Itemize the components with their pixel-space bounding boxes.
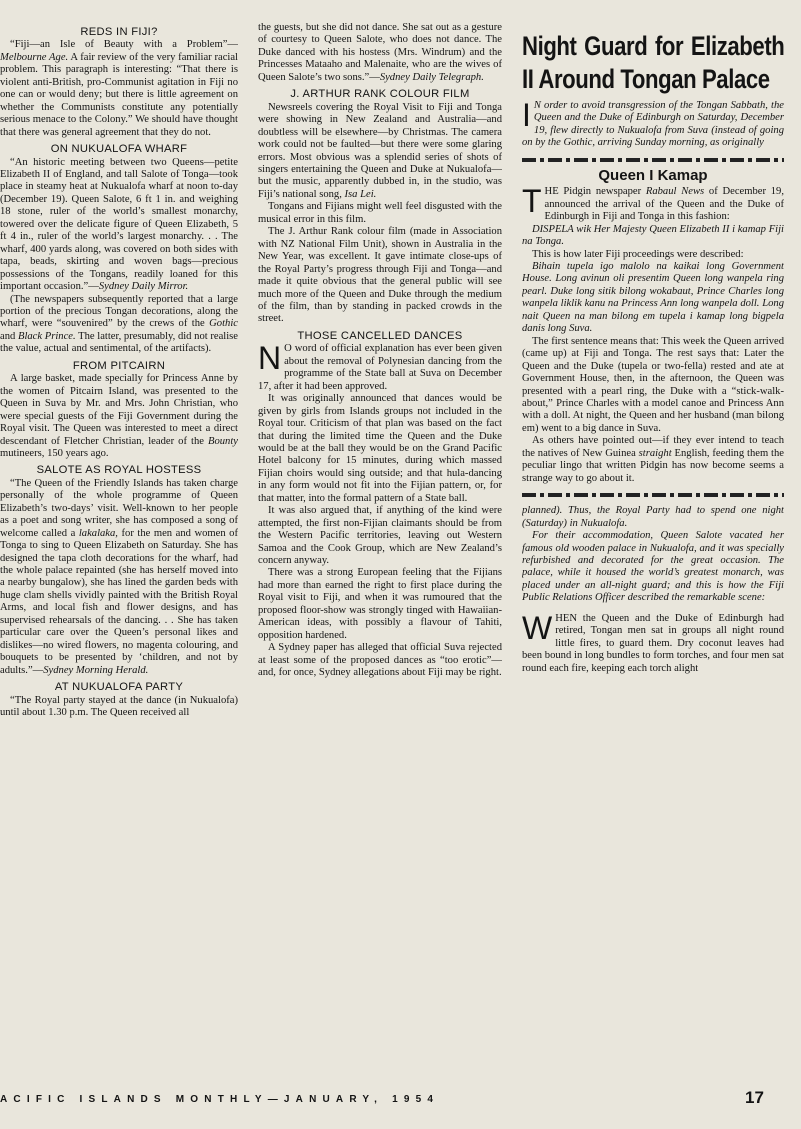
heading-cancelled-dances: THOSE CANCELLED DANCES: [297, 329, 463, 342]
article-intro: I N order to avoid transgression of the Tongan Sabbath, the Queen and the Duke of Edinburgh on Saturday, December 19, flew directly to Nukualofa from Suva (instead of going on by the Gothic, arriving Sunday morning, as originally: [522, 97, 784, 149]
paragraph: It was originally announced that dances would be given by girls from Islands groups not included in the Royal tour. Criticism of that plan was based on the fact that during the limited time the Queen and the Duke would be at the ball they would be on the Grand Pacific Hotel balcony for 15 minutes, during which massed Fijian choirs would sing outside; and that hula-dancing in any form would not fit into the Fijian pattern, or, for that matter, into the formal pattern of a State ball.: [258, 393, 502, 504]
page-footer: ACIFIC ISLANDS MONTHLY—JANUARY, 1954: [0, 1094, 440, 1105]
paragraph: It was also argued that, if anything of the kind were attempted, the first non-Fijian claimants should be from the Western Pacific territories, leaving out Western Samoa and the Cook Group, which are New Zealand’s concern anyway.: [258, 505, 502, 567]
page-number: 17: [745, 1088, 764, 1107]
pidgin-quote: DISPELA wik Her Majesty Queen Elizabeth II i kamap Fiji na Tonga.: [522, 223, 784, 248]
heading-nukualofa-wharf: ON NUKUALOFA WHARF: [50, 143, 188, 156]
paragraph: WHEN the Queen and the Duke of Edinburgh had retired, Tongan men sat in groups all night round little fires, to guard them. Dry coconut leaves had been bound in long bundles to form torches, and four men sat round each fire, keeping each torch alight: [522, 609, 784, 674]
paragraph: As others have pointed out—if they ever intend to teach the natives of New Guinea straight English, feeding them the peculiar lingo that written Pidgin has now become seems a strange way to go about it.: [522, 435, 784, 484]
paragraph: A Sydney paper has alleged that official Suva rejected at least some of the proposed dances as “too erotic”—and, for once, Sydney allegations about Fiji may be right.: [258, 642, 502, 679]
drop-cap: I: [522, 97, 531, 133]
paragraph: Newsreels covering the Royal Visit to Fiji and Tonga were showing in New Zealand and Australia—and doubtless will be elsewhere—by Christmas. The camera work could not be faulted—but there were some glaring errors. Most obvious was a splendid series of shots of singers entertaining the Queen and Duke at Nukualofa—but the music, apparently dubbed in, in the studio, was Fiji’s national song, Isa Lei.: [258, 101, 502, 200]
paragraph: “The Royal party stayed at the dance (in Nukualofa) until about 1.30 p.m. The Queen received all: [0, 694, 238, 719]
paragraph: (The newspapers subsequently reported that a large portion of the precious Tongan decorations, along the wharf, were “souvenired” by the crews of the Gothic and Black Prince. The latter, presumably, did not realise the value, actual and sentimental, of the artifacts).: [0, 293, 238, 355]
paragraph: For their accommodation, Queen Salote vacated her famous old wooden palace in Nukualofa, and it was specially refurbished and decorated for the great occasion. The palace, while it housed the world’s greatest monarch, was placed under an all-night guard; and this is how the Fiji Public Relations Officer described the remarkable scene:: [522, 530, 784, 604]
paragraph: Tongans and Fijians might well feel disgusted with the musical error in this film.: [258, 201, 502, 225]
paragraph: A large basket, made specially for Princess Anne by the women of Pitcairn Island, was presented to the Queen in Suva by Mr. and Mrs. John Christian, who were special guests of the Fiji Government during the Royal visit. The Queen was interested to meet a direct descendant of Fletcher Christian, leader of the Bounty mutineers, 150 years ago.: [0, 373, 238, 459]
paragraph: the guests, but she did not dance. She sat out as a gesture of courtesy to Queen Salote, who does not dance. The Duke danced with his hostess (Mrs. Windrum) and the Princesses Mataaho and Malenaite, who are the wives of Queen Salote’s two sons.”—Sydney Daily Telegraph.: [258, 22, 502, 83]
drop-cap: T: [522, 183, 542, 220]
column-left: [0, 22, 238, 719]
paragraph: “Fiji—an Isle of Beauty with a Problem”—Melbourne Age. A fair review of the very familiar racial problem. This paragraph is interesting: “That there is violent anti-British, pro-Communist agitation in Fiji no one can or would deny; but there is little agreement on whether the Communists constitute any potentially serious menace to the Colony.” We should have thought that there was general agreement that they do not.: [0, 39, 238, 138]
paragraph: The J. Arthur Rank colour film (made in Association with NZ National Film Unit), shown in Australia in the New Year, was excellent. It gave intimate close-ups of the Royal Party’s progress through Fiji and Tonga—and made it quite obvious that the general public will see much more of the Queen and Duke through the medium of the film, than by standing in packed crowds in the street.: [258, 226, 502, 325]
paragraph: There was a strong European feeling that the Fijians had more than earned the right to first place during the Royal visit to Fiji, and when it was rumoured that the proposed floor-show was strongly tinged with Hawaiian-American ideas, with possibly a flavour of Tahiti, opposition hardened.: [258, 567, 502, 641]
paragraph: THE Pidgin newspaper Rabaul News of December 19, announced the arrival of the Queen and the Duke of Edinburgh in Fiji and Tonga in this fashion:: [522, 183, 784, 223]
article-title: Night Guard for Elizabeth II Around Tongan Palace: [522, 31, 784, 94]
heading-nukualofa-party: AT NUKUALOFA PARTY: [54, 681, 184, 694]
heading-from-pitcairn: FROM PITCAIRN: [72, 359, 166, 372]
heading-rank-film: J. ARTHUR RANK COLOUR FILM: [290, 88, 470, 101]
paragraph: The first sentence means that: This week the Queen arrived (came up) at Fiji and Tonga. The rest says that: Later the Queen and the Duke (tupela or two-fella) rested and ate at Government House, then, in the afternoon, the Queen was presented with a pearl ring, the Duke with a “stick-walk-about,” Prince Charles with a model canoe and Princess Ann with a doll. At night, the Queen and her husband (man bilong em) went to a big dance in Suva.: [522, 335, 784, 434]
drop-cap: N: [258, 340, 282, 377]
paragraph: planned). Thus, the Royal Party had to spend one night (Saturday) in Nukualofa.: [522, 505, 784, 529]
decorative-divider: [522, 158, 784, 162]
subheading-queen-i-kamap: Queen I Kamap: [598, 166, 708, 184]
paragraph: “The Queen of the Friendly Islands has taken charge personally of the whole programme of Queen Elizabeth’s two-days’ visit. Well-known to her people as a poet and song writer, she has composed a song of welcome called a lakalaka, for the men and women of Tonga to sing to Queen Elizabeth on Saturday. She has designed the tapa cloth decorations for the wharf, had the whole palace repainted (she has herself moved into a nearby bungalow), she has lined the garden beds with huge clam shells vividly painted with the British Royal Arms, and local fish and flower designs, and has supervised rehearsals of the dancing. . . She has taken particular care over the Queen’s personal likes and dislikes—no wired flowers, no magenta colouring, and bouquets to be presented by ‘children, and not by adults.”—Sydney Morning Herald.: [0, 477, 238, 676]
decorative-divider: [522, 493, 784, 497]
column-right: [522, 30, 784, 675]
pidgin-quote: Bihain tupela igo malolo na kaikai long Government House. Long avinun oli presentim Queen long wanpela ring pearl. Duke long sitik bilong wokabaut, Prince Charles long wanpela liklik kanu na Princess Ann long wanpela doll. Long nait Queen na man bilong em tupela i kamap long bigpela danis long Suva.: [522, 260, 784, 335]
paragraph: This is how later Fiji proceedings were described:: [532, 248, 744, 260]
paragraph: “An historic meeting between two Queens—petite Elizabeth II of England, and tall Salote of Tonga—took place in steamy heat at Nukualofa wharf at noon to-day (December 19). Queen Salote, 6 ft 1 in. and weighing 18 stone, ruler of the world’s smallest monarchy, towered over the delicate figure of Queen Elizabeth, 5 ft 4 in., ruler of the world’s largest monarchy. . . The wharf, 400 yards along, was covered on both sides with tapa, beads, skirting and woven bags—precious possessions of the Tongans, readily loaned for this important occasion.”—Sydney Daily Mirror.: [0, 156, 238, 293]
heading-salote-hostess: SALOTE AS ROYAL HOSTESS: [36, 464, 202, 477]
column-middle: [258, 22, 502, 680]
paragraph: N O word of official explanation has ever been given about the removal of Polynesian dancing from the programme of the State ball at Suva on December 17, after it had been approved.: [258, 340, 502, 392]
drop-cap: W: [522, 609, 553, 646]
heading-reds-in-fiji: REDS IN FIJI?: [80, 26, 158, 38]
